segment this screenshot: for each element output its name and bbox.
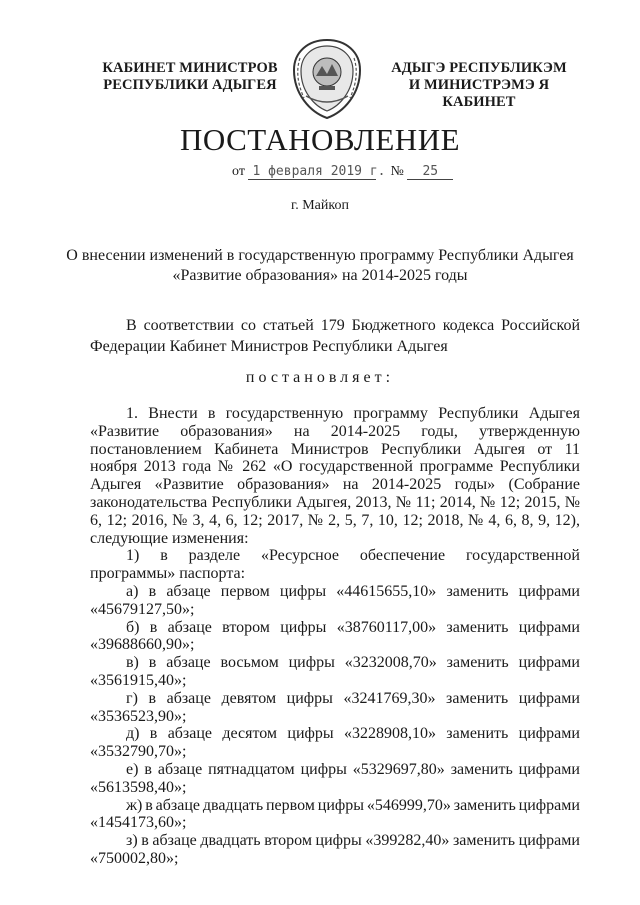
- amendment-word: заменить: [452, 832, 516, 850]
- amendment-word: цифры: [286, 689, 333, 707]
- city: г. Майкоп: [291, 198, 349, 213]
- amendment-word: цифры: [300, 760, 347, 778]
- issuer-name-russian: [90, 60, 290, 94]
- amendment-word: цифрами: [518, 689, 580, 707]
- date-label: от: [232, 164, 245, 179]
- amendment-line: [90, 654, 580, 672]
- amendment-word: цифрами: [518, 796, 580, 814]
- amendment-word: д): [126, 725, 140, 743]
- amendment-word: цифры: [315, 832, 362, 850]
- preamble: В соответствии со статьей 179 Бюджетного кодекса Российской Федерации Кабинет Министров Республики Адыгея: [90, 317, 580, 355]
- amendment-word: цифрами: [518, 760, 580, 778]
- amendment-word: заменить: [446, 618, 509, 636]
- amendment-line: [90, 797, 580, 815]
- amendment-new-value: «3536523,90»;: [90, 707, 187, 725]
- number-value: 25: [407, 164, 453, 180]
- amendment-word: ж): [126, 796, 143, 814]
- document-subject: [60, 246, 580, 286]
- amendment-word: цифрами: [518, 832, 580, 850]
- amendment-word: в: [149, 618, 158, 636]
- amendment-item: [90, 761, 580, 797]
- amendment-word: «399282,40»: [365, 832, 450, 850]
- amendment-new-value: «3561915,40»;: [90, 671, 187, 689]
- amendment-word: в: [145, 796, 153, 814]
- amendment-word: заменить: [446, 725, 509, 743]
- resolve-word: постановляет:: [245, 369, 395, 386]
- amendment-item: [90, 725, 580, 761]
- amendment-word: цифрами: [518, 725, 580, 743]
- amendment-word: восьмом: [220, 654, 279, 672]
- issuer-name-adyghe: [372, 60, 586, 111]
- amendment-word: абзаце: [152, 832, 197, 850]
- amendment-new-value: «1454173,60»;: [90, 814, 187, 832]
- amendment-word: заменить: [446, 654, 509, 672]
- amendment-line: [90, 619, 580, 637]
- subject-line: О внесении изменений в государственную программу Республики Адыгея: [66, 247, 574, 264]
- amendment-word: заменить: [453, 796, 516, 814]
- amendment-word: цифры: [280, 618, 327, 636]
- amendment-word: «3241769,30»: [343, 689, 436, 707]
- issuer-line: АДЫГЭ РЕСПУБЛИКЭМ: [391, 60, 567, 76]
- amendment-line: [90, 761, 580, 779]
- amendment-line: [90, 832, 580, 850]
- amendment-new-value: «39688660,90»;: [90, 636, 195, 654]
- issuer-line: И МИНИСТРЭМЭ Я КАБИНЕТ: [408, 77, 550, 110]
- amendment-word: цифры: [288, 654, 335, 672]
- amendment-word: «3232008,70»: [344, 654, 437, 672]
- amendment-word: абзаце: [155, 796, 200, 814]
- document-body: [90, 405, 580, 868]
- subject-line: «Развитие образования» на 2014-2025 годы: [172, 267, 468, 284]
- amendment-word: «3228908,10»: [343, 725, 436, 743]
- amendment-word: цифрами: [518, 582, 580, 600]
- amendment-word: заменить: [446, 582, 509, 600]
- issuer-line: РЕСПУБЛИКИ АДЫГЕЯ: [103, 77, 277, 93]
- amendment-word: цифры: [317, 796, 365, 814]
- amendment-item: [90, 583, 580, 619]
- amendment-word: двадцать: [202, 796, 264, 814]
- subclause-1: 1) в разделе «Ресурсное обеспечение государственной программы» паспорта:: [90, 547, 580, 583]
- amendment-word: абзаце: [157, 760, 203, 778]
- coat-of-arms-icon: [286, 36, 368, 122]
- amendment-word: «5329697,80»: [352, 760, 445, 778]
- amendment-word: пятнадцатом: [208, 760, 295, 778]
- clause-1: 1. Внести в государственную программу Республики Адыгея «Развитие образования» на 2014-2025 годы, утвержденную постановлением Кабинета Министров Республики Адыгея от 11 ноября 2013 года № 262 «О государственной программе Республики Адыгея «Развитие образования» на 2014-2025 годы» (Собрание законодательства Республики Адыгея, 2013, № 11; 2014, № 12; 2015, № 6, 12; 2016, № 3, 4, 6, 12; 2017, № 2, 5, 7, 10, 12; 2018, № 4, 6, 8, 9, 12), следующие изменения:: [90, 405, 580, 547]
- amendment-word: цифрами: [518, 654, 580, 672]
- amendment-line: [90, 690, 580, 708]
- date-number-row: [232, 164, 453, 180]
- issuer-line: КАБИНЕТ МИНИСТРОВ: [102, 60, 278, 76]
- amendment-word: цифрами: [518, 618, 580, 636]
- amendment-word: г): [126, 689, 138, 707]
- amendment-word: «44615655,10»: [336, 582, 437, 600]
- amendment-item: [90, 619, 580, 655]
- amendment-word: абзаце: [167, 725, 213, 743]
- amendment-word: абзаце: [166, 689, 211, 707]
- amendment-list: [90, 583, 580, 868]
- amendment-word: заменить: [446, 689, 509, 707]
- amendment-word: двадцать: [200, 832, 261, 850]
- amendment-word: втором: [222, 618, 270, 636]
- amendment-word: б): [126, 618, 140, 636]
- amendment-word: заменить: [450, 760, 513, 778]
- amendment-word: втором: [264, 832, 312, 850]
- amendment-word: «38760117,00»: [336, 618, 437, 636]
- amendment-word: е): [126, 760, 139, 778]
- amendment-line: [90, 583, 580, 601]
- amendment-word: в: [148, 582, 157, 600]
- amendment-word: цифры: [287, 725, 334, 743]
- document-title: ПОСТАНОВЛЕНИЕ: [179, 122, 461, 157]
- amendment-word: в: [148, 689, 157, 707]
- amendment-word: цифры: [279, 582, 327, 600]
- amendment-word: в): [126, 654, 139, 672]
- amendment-item: [90, 832, 580, 868]
- amendment-word: з): [126, 832, 138, 850]
- amendment-word: в: [141, 832, 149, 850]
- amendment-line: [90, 725, 580, 743]
- amendment-word: десятом: [222, 725, 278, 743]
- amendment-new-value: «3532790,70»;: [90, 743, 187, 761]
- amendment-word: в: [144, 760, 152, 778]
- amendment-new-value: «45679127,50»;: [90, 600, 195, 618]
- amendment-word: абзаце: [167, 618, 212, 636]
- amendment-new-value: «5613598,40»;: [90, 778, 187, 796]
- amendment-new-value: «750002,80»;: [90, 849, 179, 867]
- amendment-word: первом: [265, 796, 315, 814]
- amendment-word: «546999,70»: [366, 796, 451, 814]
- amendment-item: [90, 690, 580, 726]
- amendment-word: абзаце: [166, 654, 211, 672]
- amendment-word: в: [149, 725, 158, 743]
- amendment-item: [90, 654, 580, 690]
- amendment-word: абзаце: [166, 582, 211, 600]
- amendment-word: девятом: [221, 689, 277, 707]
- amendment-item: [90, 797, 580, 833]
- amendment-word: первом: [220, 582, 270, 600]
- date-value: 1 февраля 2019 г.: [248, 164, 376, 180]
- amendment-word: в: [148, 654, 157, 672]
- amendment-word: а): [126, 582, 139, 600]
- number-label: №: [390, 164, 404, 179]
